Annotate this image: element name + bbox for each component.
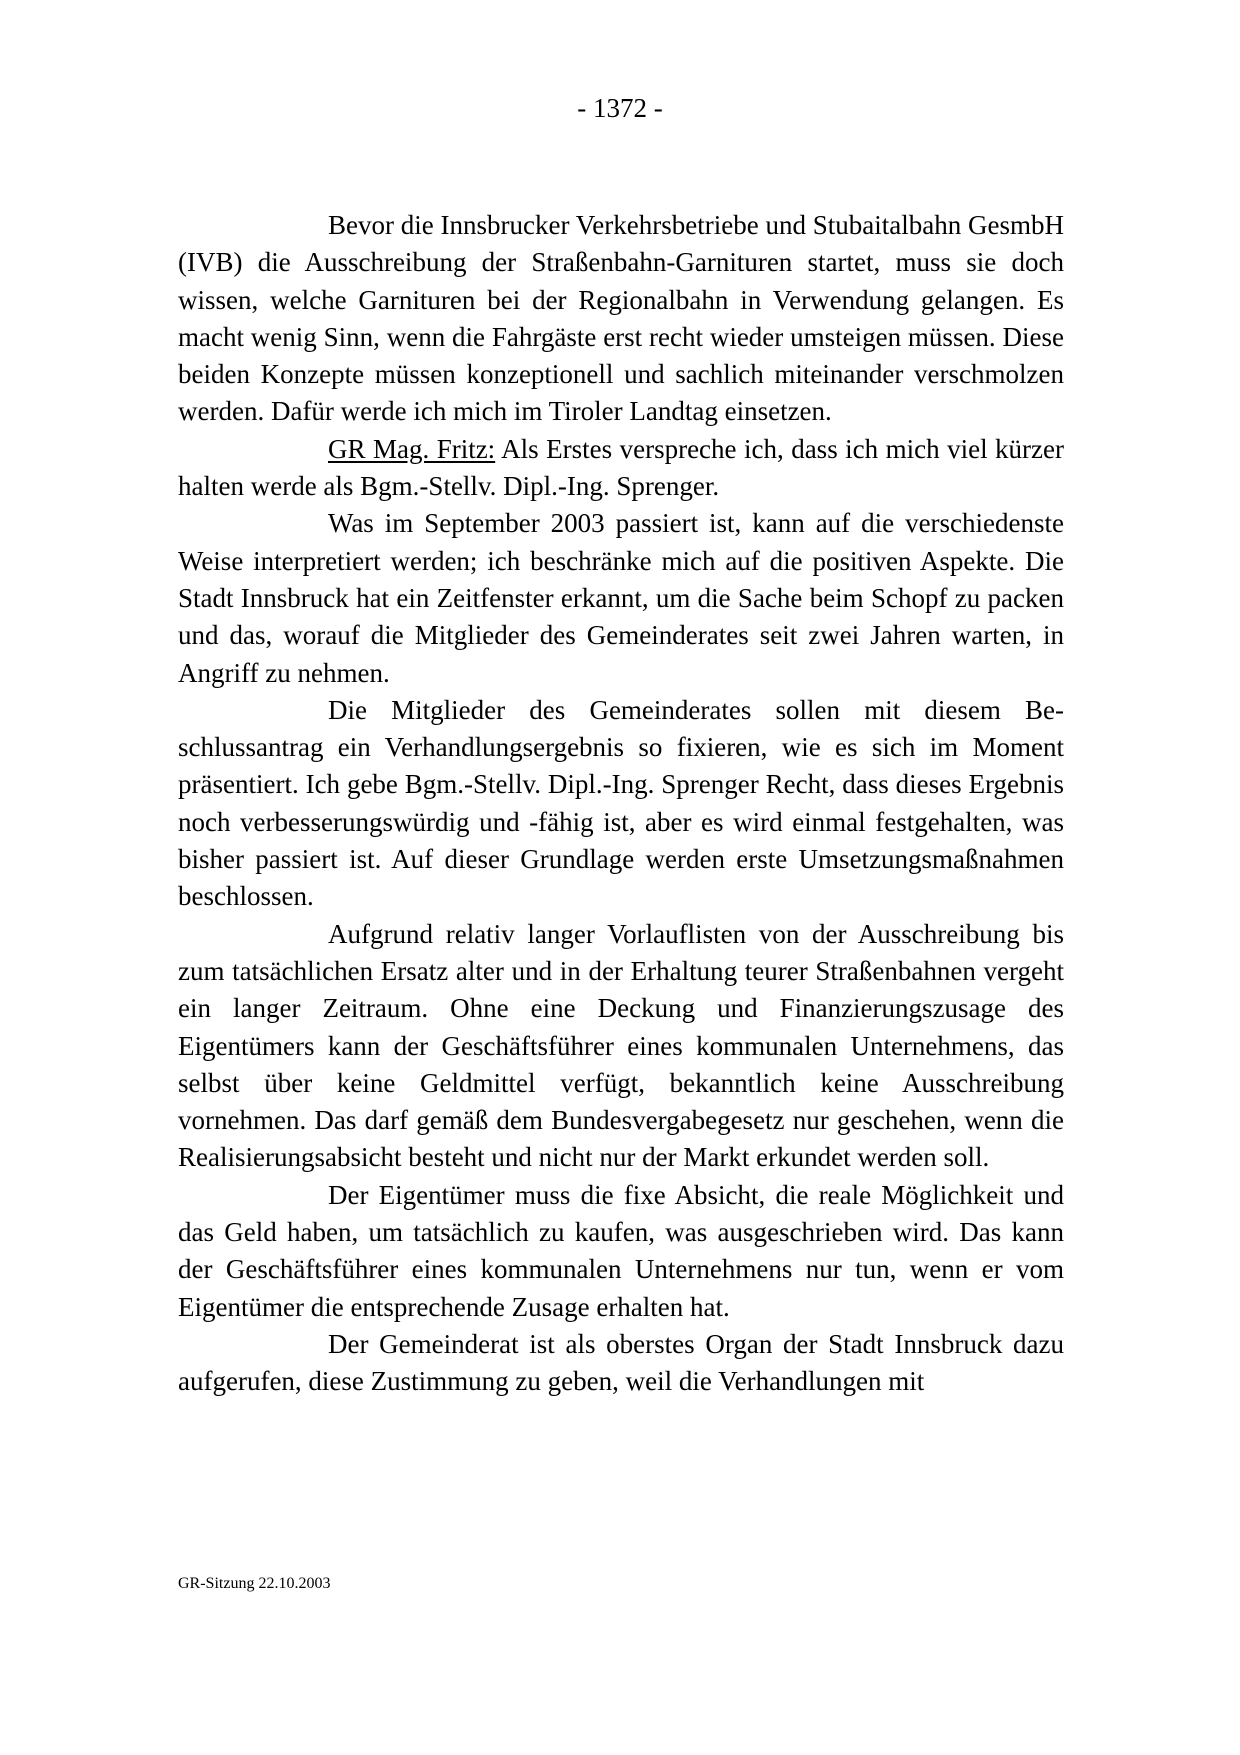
paragraph xyxy=(178,207,1064,431)
paragraph-text: Der Eigentümer muss die fixe Absicht, die reale Möglichkeit und das Geld haben, um tatsächlich zu kaufen, was ausgeschrieben wird. Das kann der Geschäftsführer eines kommunalen Unternehmens nur tun, wenn er vom Eigentümer die entsprechende Zusage erhalten hat. xyxy=(178,1179,1064,1322)
paragraph-text: Als Erstes verspreche ich, dass ich mich viel kürzer halten werde als Bgm.-Stellv. Dipl.-Ing. Sprenger. xyxy=(178,433,1064,502)
paragraph xyxy=(178,1326,1064,1401)
paragraph-text: Der Gemeinderat ist als oberstes Organ der Stadt Innsbruck dazu aufgerufen, diese Zustimmung zu geben, weil die Verhandlungen mit xyxy=(178,1328,1064,1397)
paragraph xyxy=(178,505,1064,691)
paragraph xyxy=(178,692,1064,916)
paragraph-text: Was im September 2003 passiert ist, kann auf die verschiedenste Weise interpretiert werden; ich beschränke mich auf die positiven Aspekte. Die Stadt Innsbruck hat ein Zeitfenster erkannt, um die Sache beim Schopf zu packen und das, worauf die Mitglieder des Gemeinderates seit zwei Jahren warten, in Angriff zu nehmen. xyxy=(178,508,1064,688)
paragraph xyxy=(178,1177,1064,1326)
paragraph xyxy=(178,916,1064,1177)
page-number: - 1372 - xyxy=(577,93,663,123)
paragraph xyxy=(178,431,1064,506)
paragraph-text: Die Mitglieder des Gemeinderates sollen mit diesem Beschlussantrag ein Verhandlungsergebnis so fixieren, wie es sich im Moment präsentiert. Ich gebe Bgm.-Stellv. Dipl.-Ing. Sprenger Recht, dass dieses Ergebnis noch verbesserungswürdig und -fähig ist, aber es wird einmal festgehalten, was bisher passiert ist. Auf dieser Grundlage werden erste Umsetzungsmaßnahmen beschlossen. xyxy=(178,694,1064,912)
body-text xyxy=(178,207,1064,1401)
paragraph-text: Bevor die Innsbrucker Verkehrsbetriebe und Stubaitalbahn GesmbH (IVB) die Ausschreibung der Straßenbahn-Garnituren startet, muss sie doch wissen, welche Garnituren bei der Regionalbahn in Verwendung gelangen. Es macht wenig Sinn, wenn die Fahrgäste erst recht wieder umsteigen müssen. Diese beiden Konzepte müssen konzeptionell und sachlich miteinander verschmolzen werden. Dafür werde ich mich im Tiroler Landtag einsetzen. xyxy=(178,210,1064,427)
speaker-name: GR Mag. Fritz: xyxy=(328,433,496,464)
paragraph-text: Aufgrund relativ langer Vorlauflisten von der Ausschreibung bis zum tatsächlichen Ersatz alter und in der Erhaltung teurer Straßenbahnen vergeht ein langer Zeitraum. Ohne eine Deckung und Finanzierungszusage des Eigentümers kann der Geschäftsführer eines kommunalen Unternehmens, das selbst über keine Geldmittel verfügt, bekanntlich keine Ausschreibung vornehmen. Das darf gemäß dem Bundesvergabegesetz nur geschehen, wenn die Realisierungsabsicht besteht und nicht nur der Markt erkundet werden soll. xyxy=(178,918,1064,1173)
footer-session-date: GR-Sitzung 22.10.2003 xyxy=(178,1575,331,1592)
